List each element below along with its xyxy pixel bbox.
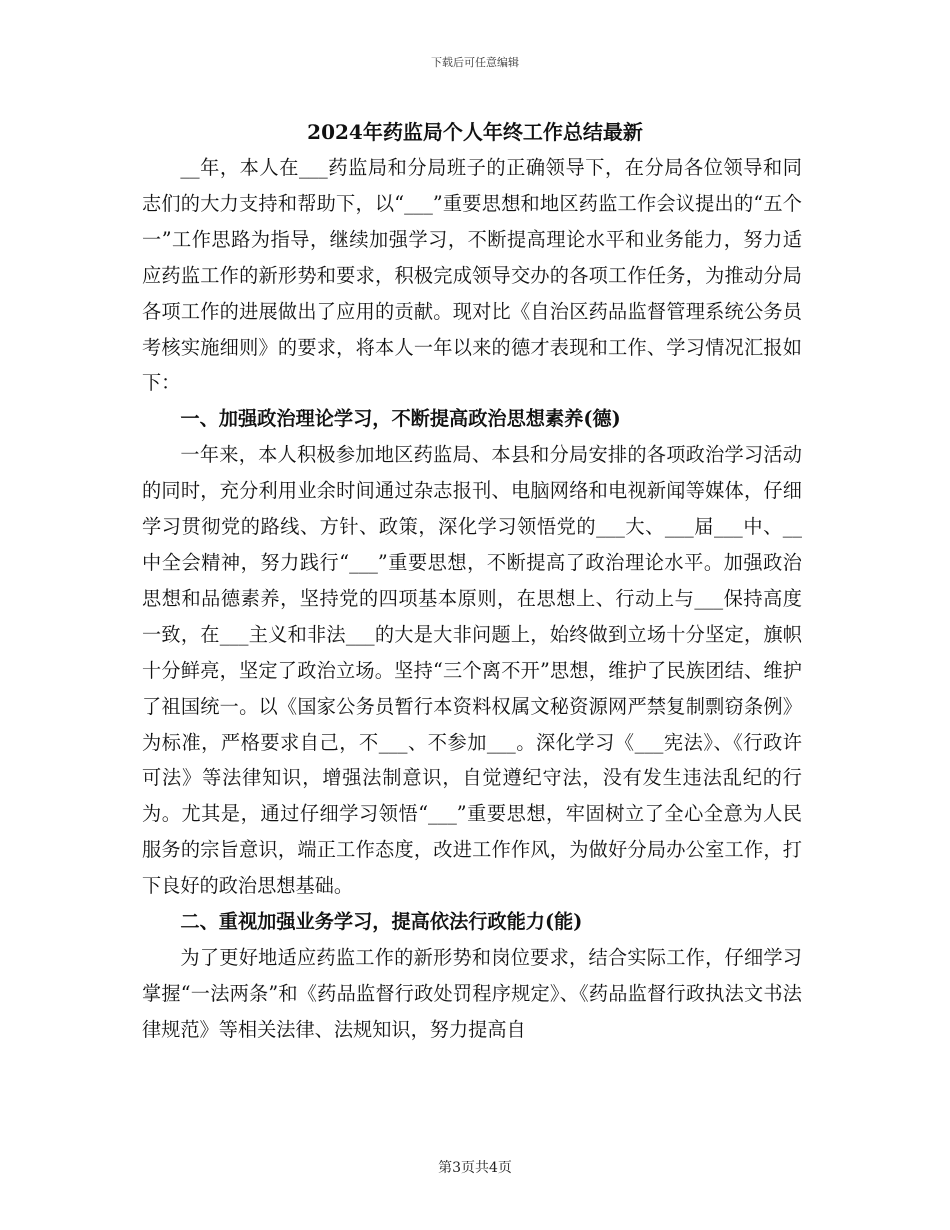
section-1-paragraph: 一年来，本人积极参加地区药监局、本县和分局安排的各项政治学习活动的同时，充分利用业余时间通过杂志报刊、电脑网络和电视新闻等媒体，仔细学习贯彻党的路线、方针、政策，深化学习领悟党的___大、___届___中、__中全会精神，努力践行“___”重要思想，不断提高了政治理论水平。加强政治思想和品德素养，坚持党的四项基本原则，在思想上、行动上与___保持高度一致，在___主义和非法___的大是大非问题上，始终做到立场十分坚定，旗帜十分鲜亮，坚定了政治立场。坚持“三个离不开”思想，维护了民族团结、维护了祖国统一。以《国家公务员暂行本资料权属文秘资源网严禁复制剽窃条例》为标准，严格要求自己，不___、不参加___。深化学习《___宪法》、《行政许可法》等法律知识，增强法制意识，自觉遵纪守法，没有发生违法乱纪的行为。尤其是，通过仔细学习领悟“___”重要思想，牢固树立了全心全意为人民服务的宗旨意识，端正工作态度，改进工作作风，为做好分局办公室工作，打下良好的政治思想基础。 (142, 443, 802, 898)
document-body (142, 150, 802, 1048)
intro-paragraph: __年，本人在___药监局和分局班子的正确领导下，在分局各位领导和同志们的大力支持和帮助下，以“___”重要思想和地区药监工作会议提出的“五个一”工作思路为指导，继续加强学习，不断提高理论水平和业务能力，努力适应药监工作的新形势和要求，积极完成领导交办的各项工作任务，为推动分局各项工作的进展做出了应用的贡献。现对比《自治区药品监督管理系统公务员考核实施细则》的要求，将本人一年以来的德才表现和工作、学习情况汇报如下： (142, 156, 802, 395)
page-number-footer: 第3页共4页 (438, 1160, 512, 1176)
section-heading-2: 二、重视加强业务学习，提高依法行政能力(能) (180, 910, 583, 934)
document-title: 2024年药监局个人年终工作总结最新 (307, 120, 643, 144)
page-header-note: 下载后可任意编辑 (431, 56, 519, 69)
section-heading-1: 一、加强政治理论学习，不断提高政治思想素养(德) (180, 407, 621, 431)
section-2-paragraph: 为了更好地适应药监工作的新形势和岗位要求，结合实际工作，仔细学习掌握“一法两条”和《药品监督行政处罚程序规定》、《药品监督行政执法文书法律规范》等相关法律、法规知识，努力提高自 (142, 945, 802, 1041)
